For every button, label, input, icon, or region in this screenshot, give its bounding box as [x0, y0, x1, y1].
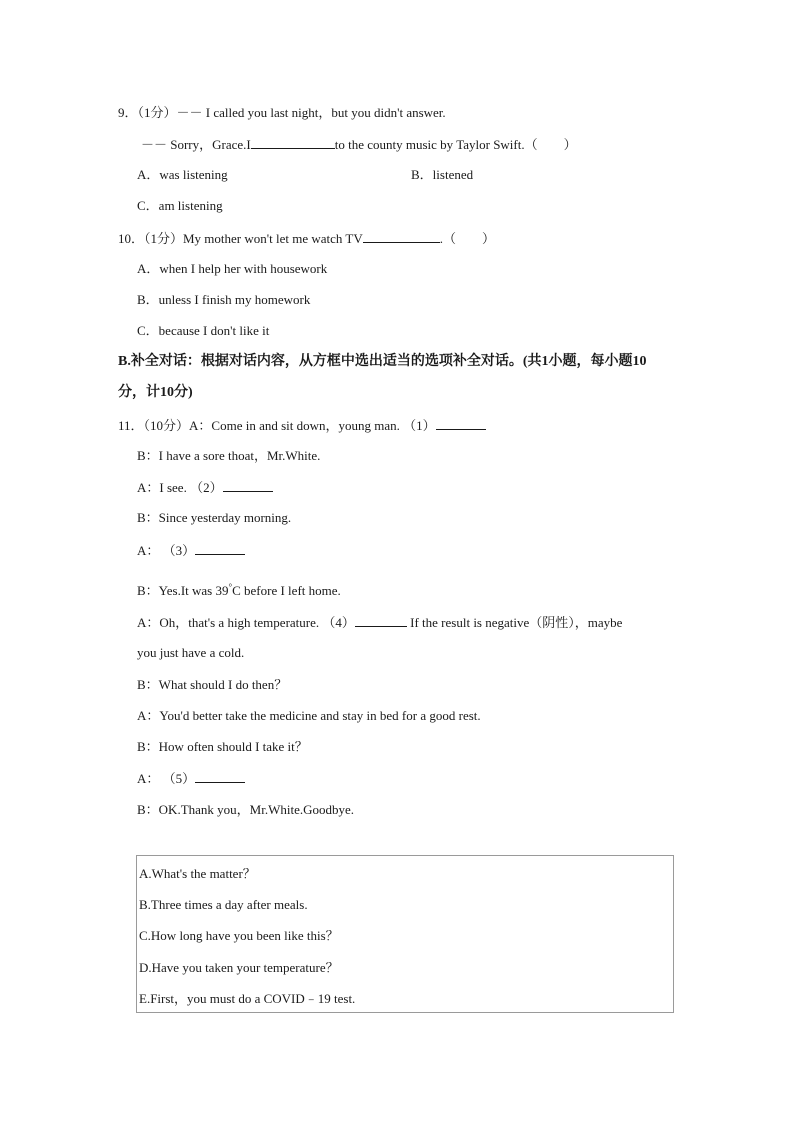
q11-line-7-end: If the result is negative（阴性），maybe: [410, 615, 623, 630]
q9-option-a[interactable]: A．was listening: [137, 167, 228, 182]
q11-line-7: [137, 613, 622, 632]
q10-option-a[interactable]: A．when I help her with housework: [137, 261, 328, 276]
q10-stem: [118, 229, 495, 248]
q11-line-5-text: A： （3）: [137, 543, 196, 558]
q11-line-4: B：Since yesterday morning.: [137, 510, 292, 525]
q10-answer-blank[interactable]: [363, 229, 440, 243]
q11-line-1: [118, 416, 486, 435]
q11-blank-3[interactable]: [195, 541, 245, 555]
q9-stem: 9．（1分）－－ I called you last night，but you didn't answer.: [118, 105, 446, 120]
q11-line-12-text: A： （5）: [137, 771, 196, 786]
box-option-e: E.First，you must do a COVID﹣19 test.: [139, 991, 356, 1006]
q11-blank-4[interactable]: [355, 613, 407, 627]
q11-line-5: [137, 541, 245, 560]
q9-option-b[interactable]: B．listened: [411, 167, 474, 182]
q9-line2-start: －－ Sorry，Grace.I: [141, 137, 251, 152]
q9-option-c[interactable]: C．am listening: [137, 198, 223, 213]
q11-blank-5[interactable]: [195, 769, 245, 783]
box-option-b: B.Three times a day after meals.: [139, 897, 308, 912]
q11-line-7-start: A：Oh，that's a high temperature. （4）: [137, 615, 355, 630]
options-box: [136, 855, 674, 1013]
q10-stem-start: 10．（1分）My mother won't let me watch TV: [118, 231, 363, 246]
q11-line-2: B：I have a sore thoat，Mr.White.: [137, 448, 321, 463]
section-b-heading: B.补全对话：根据对话内容，从方框中选出适当的选项补全对话。(共1小题，每小题10: [118, 354, 647, 369]
q9-answer-blank[interactable]: [251, 135, 335, 149]
section-b-heading-cont: 分，计10分): [118, 385, 193, 400]
q11-stem: 11．（10分）A：Come in and sit down，young man. （1）: [118, 418, 436, 433]
q11-blank-2[interactable]: [223, 478, 273, 492]
box-option-c: C.How long have you been like this？: [139, 928, 339, 943]
q11-line-6-end: C before I left home.: [232, 583, 341, 598]
q11-blank-1[interactable]: [436, 416, 486, 430]
box-option-a: A.What's the matter？: [139, 866, 256, 881]
q11-line-3: [137, 478, 273, 497]
degree-sign: °: [228, 582, 233, 592]
q11-line-12: [137, 769, 245, 788]
q11-line-6: [137, 578, 341, 600]
q9-dialogue-line: [141, 135, 577, 154]
q10-option-c[interactable]: C．because I don't like it: [137, 323, 270, 338]
q10-stem-end: .（ ）: [439, 231, 495, 246]
q11-line-3-text: A：I see. （2）: [137, 480, 223, 495]
q10-option-b[interactable]: B．unless I finish my homework: [137, 292, 311, 307]
box-option-d: D.Have you taken your temperature？: [139, 960, 339, 975]
q11-line-6-text: B：Yes.It was 39: [137, 583, 229, 598]
q11-line-13: B：OK.Thank you，Mr.White.Goodbye.: [137, 802, 355, 817]
q11-line-11: B：How often should I take it？: [137, 739, 308, 754]
q11-line-8: you just have a cold.: [137, 645, 245, 660]
q9-line2-end: to the county music by Taylor Swift.（ ）: [334, 137, 577, 152]
q11-line-9: B：What should I do then？: [137, 677, 288, 692]
q11-line-10: A：You'd better take the medicine and stay in bed for a good rest.: [137, 708, 481, 723]
